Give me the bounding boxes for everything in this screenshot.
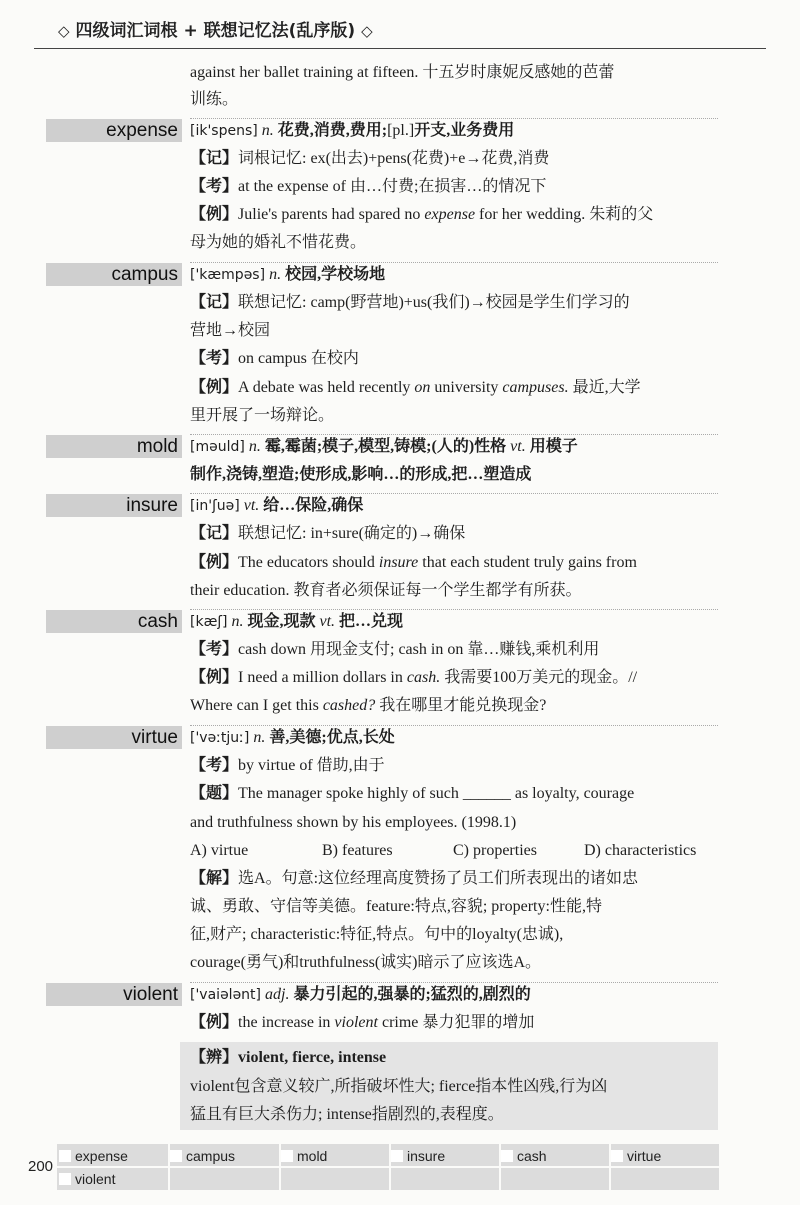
review-item-mold[interactable]: mold xyxy=(281,1146,327,1166)
expense-definition: [ik'spens] n. 花费,消费,费用;[pl.]开支,业务费用 xyxy=(190,122,515,139)
campus-memory-2: 营地→校园 xyxy=(190,322,271,339)
insure-memory: 【记】联想记忆: in+sure(确定的)→确保 xyxy=(190,525,466,542)
mold-definition-2: 制作,浇铸,塑造;使形成,影响…的形成,把…塑造成 xyxy=(190,466,532,483)
separator xyxy=(190,725,718,726)
virtue-definition: ['vəːtjuː] n. 善,美德;优点,长处 xyxy=(190,729,395,746)
campus-exam: 【考】on campus 在校内 xyxy=(190,350,359,367)
header-title: 四级词汇词根 + 联想记忆法(乱序版) xyxy=(75,21,356,41)
cash-example: 【例】I need a million dollars in cash. 我需要100万美元的现金。// xyxy=(190,669,638,686)
campus-memory: 【记】联想记忆: camp(野营地)+us(我们)→校园是学生们学习的 xyxy=(190,294,630,311)
review-item-virtue[interactable]: virtue xyxy=(611,1146,661,1166)
violent-example: 【例】the increase in violent crime 暴力犯罪的增加 xyxy=(190,1014,535,1031)
virtue-option-b: B) features xyxy=(322,842,393,859)
headword-expense: expense xyxy=(46,119,182,142)
separator xyxy=(190,609,718,610)
virtue-option-a: A) virtue xyxy=(190,842,249,859)
insure-example: 【例】The educators should insure that each student truly gains from xyxy=(190,554,637,571)
diamond-icon: ◇ xyxy=(58,22,70,40)
violent-distinction-2: 猛且有巨大杀伤力; intense指剧烈的,表程度。 xyxy=(190,1106,504,1123)
campus-example-2: 里开展了一场辩论。 xyxy=(190,407,335,424)
mold-definition: [məuld] n. 霉,霉菌;模子,模型,铸模;(人的)性格 vt. 用模子 xyxy=(190,438,578,455)
violent-distinction-1: violent包含意义较广,所指破坏性大; fierce指本性凶残,行为凶 xyxy=(190,1078,608,1095)
separator xyxy=(190,434,718,435)
virtue-question: 【题】The manager spoke highly of such ______ as loyalty, courage xyxy=(190,785,635,802)
separator xyxy=(190,118,718,119)
checkbox-icon[interactable] xyxy=(59,1173,71,1185)
virtue-answer-4: courage(勇气)和truthfulness(诚实)暗示了应该选A。 xyxy=(190,954,542,971)
review-item-expense[interactable]: expense xyxy=(59,1146,128,1166)
separator xyxy=(190,262,718,263)
violent-distinction-title: 【辨】violent, fierce, intense xyxy=(190,1049,387,1066)
review-item-campus[interactable]: campus xyxy=(170,1146,235,1166)
expense-memory: 【记】词根记忆: ex(出去)+pens(花费)+e→花费,消费 xyxy=(190,150,550,167)
expense-example-2: 母为她的婚礼不惜花费。 xyxy=(190,234,367,251)
checkbox-icon[interactable] xyxy=(501,1150,513,1162)
intro-line-1: against her ballet training at fifteen. 十五岁时康妮反感她的芭蕾 xyxy=(190,64,615,81)
insure-definition: [in'ʃuə] vt. 给…保险,确保 xyxy=(190,497,364,514)
cash-exam: 【考】cash down 用现金支付; cash in on 靠…赚钱,乘机利用 xyxy=(190,641,600,658)
virtue-answer-3: 征,财产; characteristic:特征,特点。句中的loyalty(忠诚), xyxy=(190,926,564,943)
checkbox-icon[interactable] xyxy=(59,1150,71,1162)
campus-example: 【例】A debate was held recently on university campuses. 最近,大学 xyxy=(190,379,641,396)
checkbox-icon[interactable] xyxy=(170,1150,182,1162)
headword-virtue: virtue xyxy=(46,726,182,749)
divider xyxy=(57,1166,719,1168)
separator xyxy=(190,982,718,983)
page-header xyxy=(0,0,800,58)
checkbox-icon[interactable] xyxy=(391,1150,403,1162)
virtue-option-c: C) properties xyxy=(453,842,537,859)
headword-insure: insure xyxy=(46,494,182,517)
violent-definition: ['vaiələnt] adj. 暴力引起的,强暴的;猛烈的,剧烈的 xyxy=(190,986,531,1003)
expense-exam: 【考】at the expense of 由…付费;在损害…的情况下 xyxy=(190,178,547,195)
separator xyxy=(190,493,718,494)
review-item-cash[interactable]: cash xyxy=(501,1146,547,1166)
virtue-exam: 【考】by virtue of 借助,由于 xyxy=(190,757,385,774)
checkbox-icon[interactable] xyxy=(281,1150,293,1162)
checkbox-icon[interactable] xyxy=(611,1150,623,1162)
review-item-violent[interactable]: violent xyxy=(59,1169,115,1189)
insure-example-2: their education. 教育者必须保证每一个学生都学有所获。 xyxy=(190,582,582,599)
headword-violent: violent xyxy=(46,983,182,1006)
headword-mold: mold xyxy=(46,435,182,458)
cash-example-2: Where can I get this cashed? 我在哪里才能兑换现金? xyxy=(190,697,547,714)
headword-campus: campus xyxy=(46,263,182,286)
cash-definition: [kæʃ] n. 现金,现款 vt. 把…兑现 xyxy=(190,613,404,630)
virtue-question-2: and truthfulness shown by his employees. (1998.1) xyxy=(190,814,517,831)
headword-cash: cash xyxy=(46,610,182,633)
virtue-answer: 【解】选A。句意:这位经理高度赞扬了员工们所表现出的诸如忠 xyxy=(190,870,639,887)
expense-example: 【例】Julie's parents had spared no expense for her wedding. 朱莉的父 xyxy=(190,206,654,223)
intro-line-2: 训练。 xyxy=(190,91,239,108)
header-title-row xyxy=(52,16,379,41)
review-item-insure[interactable]: insure xyxy=(391,1146,445,1166)
header-divider xyxy=(34,48,766,49)
virtue-option-d: D) characteristics xyxy=(584,842,697,859)
campus-definition: ['kæmpəs] n. 校园,学校场地 xyxy=(190,266,386,283)
diamond-icon: ◇ xyxy=(361,22,373,40)
virtue-answer-2: 诚、勇敢、守信等美德。feature:特点,容貌; property:性能,特 xyxy=(190,898,602,915)
page-number: 200 xyxy=(28,1158,54,1175)
